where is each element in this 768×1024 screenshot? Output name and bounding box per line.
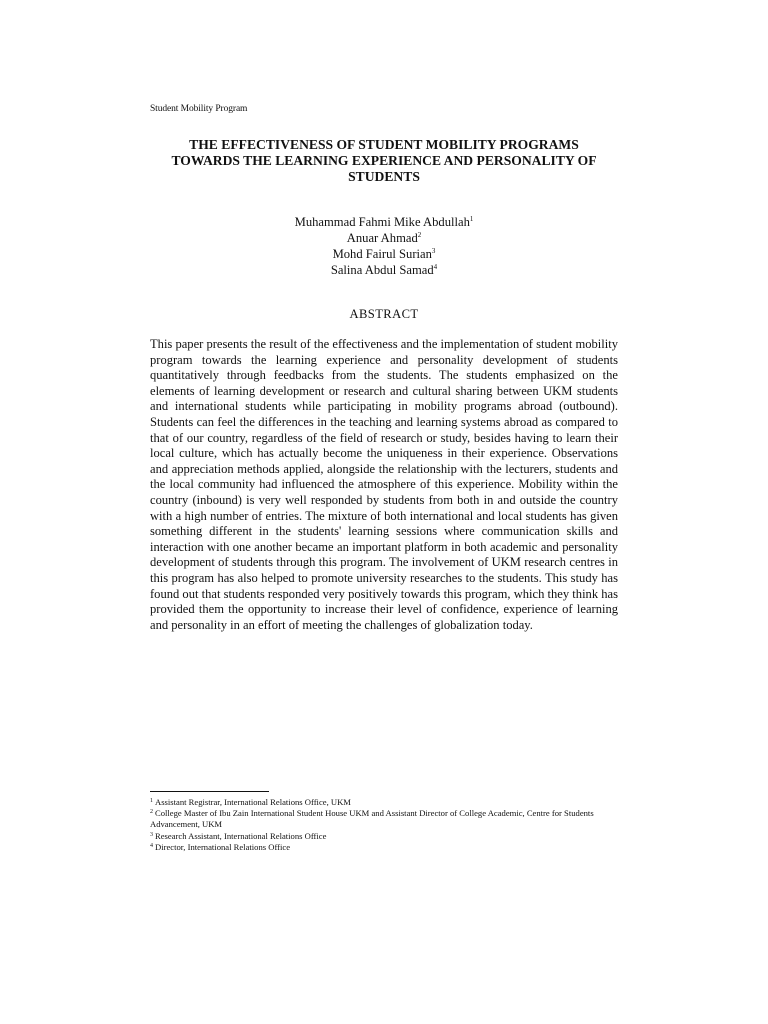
footnote-text: Research Assistant, International Relations Office: [155, 830, 327, 841]
author-footnote-mark: 1: [469, 215, 474, 223]
footnote-text: Director, International Relations Office: [155, 841, 291, 852]
footnote-mark: 2: [150, 809, 153, 816]
author: [150, 262, 618, 278]
author-name: Mohd Fairul Surian: [332, 247, 432, 261]
author: [150, 246, 618, 262]
footnote: [150, 831, 618, 842]
footnote: [150, 808, 618, 830]
author-footnote-mark: 3: [431, 247, 436, 255]
author-name: Salina Abdul Samad: [330, 263, 434, 277]
author-footnote-mark: 4: [433, 263, 438, 271]
footnote-text: Assistant Registrar, International Relations Office, UKM: [155, 797, 351, 807]
footnotes: [150, 797, 618, 853]
abstract-body: This paper presents the result of the effectiveness and the implementation of student mobility program towards the learning experience and personality development of students quantitatively through feedbacks from the students. The students emphasized on the elements of learning development or research and cultural sharing between UKM students and international students while participating in mobility programs abroad (outbound). Students can feel the differences in the teaching and learning systems abroad as compared to that of our country, regardless of the field of research or study, besides having to learn their local culture, which has actually become the uniqueness in their experience. Observations and appreciation methods applied, alongside the relationship with the lecturers, students and the local community had influenced the atmosphere of this experience. Mobility within the country (inbound) is very well responded by students from both in and outside the country with a high number of entries. The mixture of both international and local students has given something different in the students' learning sessions where communication skills and interaction with one another became an important platform in both academic and personality development of students through this program. The involvement of UKM research centres in this program has also helped to promote university researches to the students. This study has found out that students responded very positively towards this program, which they think has provided them the opportunity to increase their level of confidence, experience of learning and personality in an effort of meeting the challenges of globalization today.: [150, 337, 618, 632]
author: [150, 230, 618, 246]
title-line: THE EFFECTIVENESS OF STUDENT MOBILITY PROGRAMS: [189, 137, 579, 152]
abstract-heading: ABSTRACT: [349, 307, 419, 321]
footnote: [150, 797, 618, 808]
author-name: Anuar Ahmad: [346, 231, 418, 245]
footnote-text: College Master of Ibu Zain International Student House UKM and Assistant Director of College Academic, Centre for Students Advancement, UKM: [150, 808, 594, 830]
footnote-mark: 1: [150, 798, 153, 804]
author-footnote-mark: 2: [417, 231, 422, 239]
footnote-mark: 4: [150, 842, 153, 849]
footnote: [150, 842, 618, 853]
running-head: Student Mobility Program: [150, 104, 248, 114]
title-line: STUDENTS: [348, 169, 420, 184]
author-list: [150, 214, 618, 278]
author: [150, 214, 618, 230]
paper-title: [140, 137, 628, 185]
footnote-mark: 3: [150, 831, 153, 838]
footnote-divider: [150, 791, 269, 792]
title-line: TOWARDS THE LEARNING EXPERIENCE AND PERSONALITY OF: [171, 153, 597, 168]
author-name: Muhammad Fahmi Mike Abdullah: [294, 215, 470, 229]
